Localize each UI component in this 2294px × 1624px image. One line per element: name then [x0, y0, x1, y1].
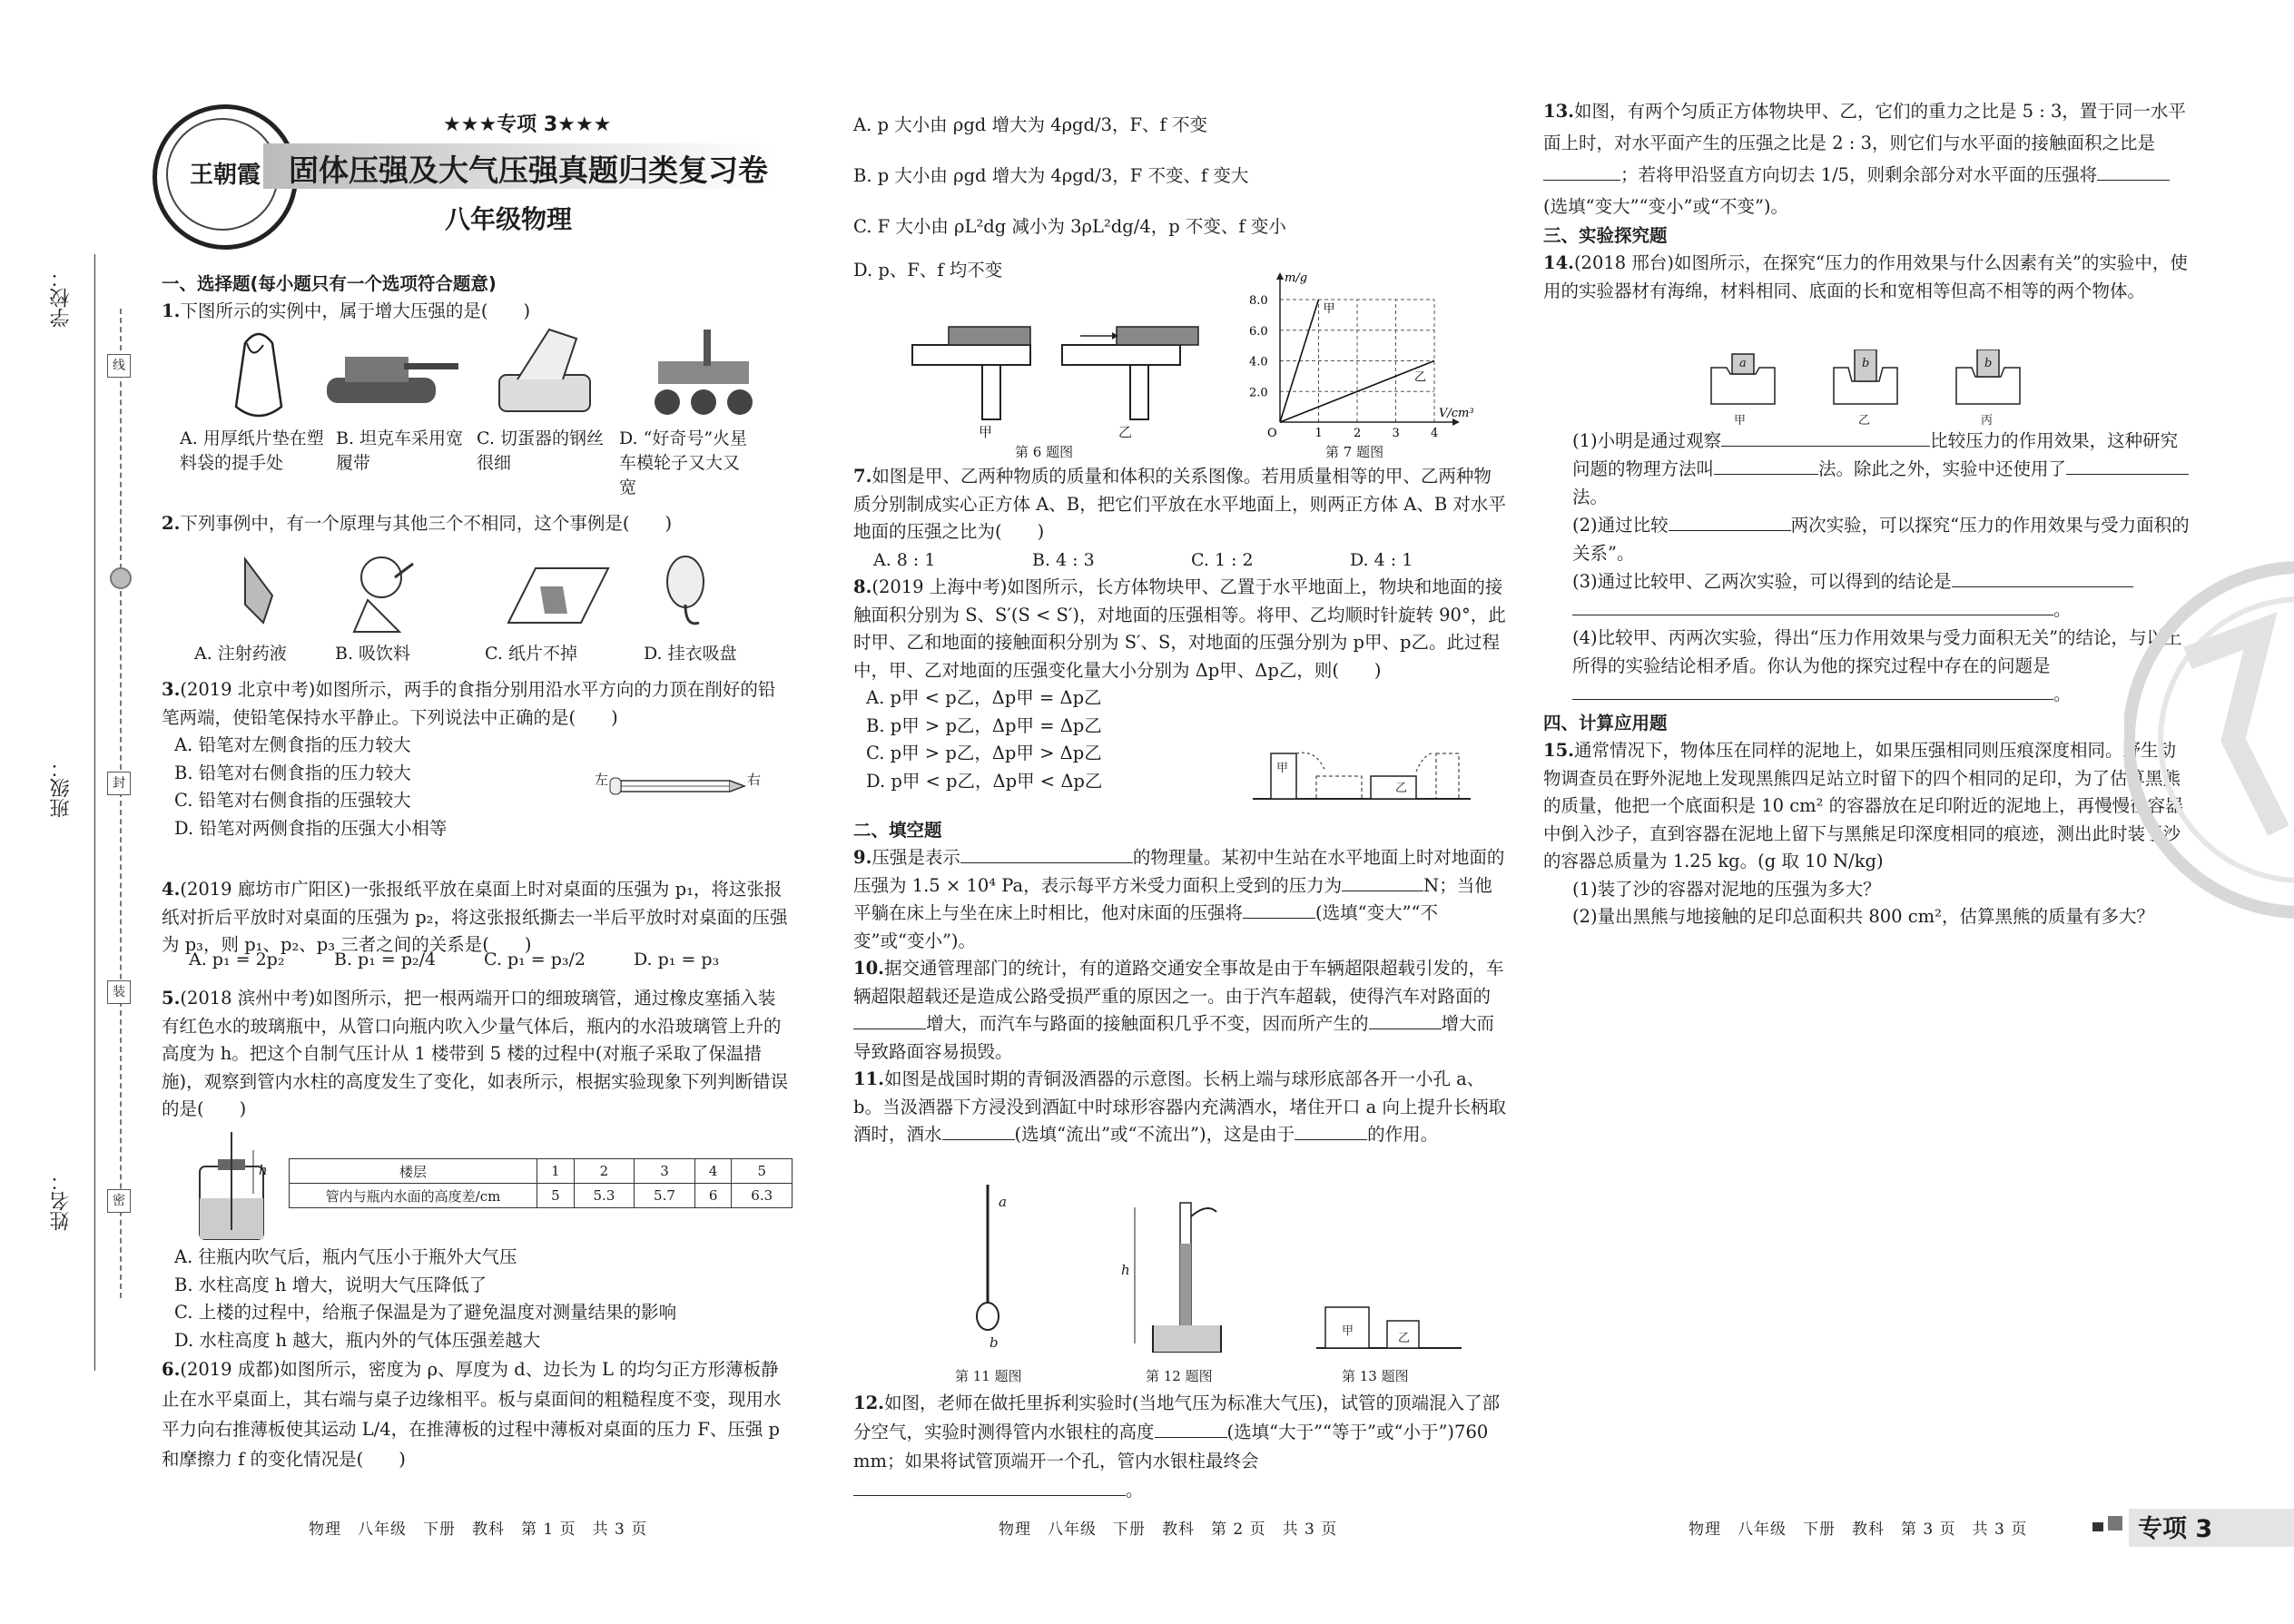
fig12-label-h: h: [1121, 1262, 1130, 1278]
question-4: 4.(2019 廊坊市广阳区)一张报纸平放在桌面上时对桌面的压强为 p₁，将这张报纸对折后平放时对桌面的压强为 p₂，将这张报纸撕去一半后平放时对桌面的压强为 p₃，则 p₁、p₂、p₃ 三者之间的关系是( ): [162, 879, 788, 955]
q6-option-c: C. F 大小由 ρL²dg 减小为 3ρL²dg/4，p 不变、f 变小: [853, 216, 1286, 237]
fig13-caption: 第 13 题图: [1342, 1368, 1409, 1384]
q3-option-a: A. 铅笔对左侧食指的压力较大: [174, 734, 411, 755]
fig12-torricelli: [1117, 1198, 1253, 1353]
seal-mark-3: 装: [107, 980, 131, 1004]
q8-option-c: C. p甲 > p乙，Δp甲 > Δp乙: [866, 743, 1102, 763]
q3-option-d: D. 铅笔对两侧食指的压强大小相等: [174, 817, 448, 839]
q11-blank-1[interactable]: [942, 1121, 1015, 1140]
y-tick-label: 2.0: [1249, 386, 1268, 400]
fig14-label-a: 甲: [1734, 414, 1747, 428]
q14-blank-3[interactable]: [2066, 456, 2189, 475]
school-label: 学校：: [50, 268, 73, 328]
seal-dashed-line: [120, 309, 122, 1298]
q14-blank-5[interactable]: [1952, 568, 2133, 587]
q10-blank-2[interactable]: [1369, 1010, 1442, 1029]
class-label: 班级：: [50, 758, 73, 818]
q14-blank-7[interactable]: [1572, 681, 2053, 700]
syringe-icon: [245, 559, 272, 623]
fig7-graph: [1244, 272, 1480, 445]
pencil-left-label: 左: [595, 772, 609, 788]
question-14: 14.(2018 邢台)如图所示，在探究“压力的作用效果与什么因素有关”的实验中，使用的实验器材有海绵，材料相同、底面的长和宽相等但高不相等的两个物体。: [1543, 252, 2188, 301]
question-1: 1.下图所示的实例中，属于增大压强的是( ): [162, 300, 531, 321]
y-axis-arrow: [1276, 272, 1284, 280]
fig6-label-a: 甲: [979, 424, 993, 440]
question-13: 13.如图，有两个匀质正方体物块甲、乙，它们的重力之比是 5 : 3，置于同一水平面上时，对水平面产生的压强之比是 2 : 3，则它们与水平面的接触面积之比是；若将甲沿竖直方向切去 1/5，则剩余部分对水平面的压强将(选填“变大”“变小”或“不变”)。: [1543, 101, 2186, 217]
fig12-caption: 第 12 题图: [1146, 1368, 1213, 1384]
q14-part-3: (3)通过比较甲、乙两次实验，可以得到的结论是 。: [1572, 567, 2192, 624]
q13-blank-1[interactable]: [1543, 162, 1620, 181]
q2-figures: [227, 550, 772, 636]
badge-label: 专项 3: [2138, 1515, 2213, 1543]
paper-card-icon: [508, 568, 608, 623]
girl-drinking-icon: [354, 557, 413, 632]
y-axis-label: m/g: [1285, 272, 1308, 285]
tank-icon: [327, 357, 458, 403]
q5-table: 楼层 1 2 3 4 5 管内与瓶内水面的高度差/cm 5 5.3 5.7 6 6.3: [289, 1158, 793, 1208]
q10-blank-1[interactable]: [853, 1010, 926, 1029]
y-tick-label: 4.0: [1249, 355, 1268, 369]
section-calc: 四、计算应用题: [1543, 713, 1668, 733]
fig14-label-b: 乙: [1858, 414, 1871, 428]
q5-option-d: D. 水柱高度 h 越大，瓶内外的气体压强差越大: [174, 1329, 541, 1351]
section-choice: 一、选择题(每小题只有一个选项符合题意): [162, 273, 497, 294]
q14-part-2: (2)通过比较 两次实验，可以探究“压力的作用效果与受力面积的关系”。: [1572, 511, 2192, 567]
q8-option-d: D. p甲 < p乙，Δp甲 < Δp乙: [866, 770, 1103, 792]
suction-cup-hook-icon: [667, 556, 704, 624]
seal-mark-4: 密: [107, 1189, 131, 1213]
fig14-label-c: 丙: [1981, 414, 1994, 428]
section-experiment: 三、实验探究题: [1543, 225, 1668, 246]
q11-blank-2[interactable]: [1295, 1121, 1367, 1140]
q1-figures: [227, 325, 790, 425]
q14-blank-6[interactable]: [1572, 596, 2053, 615]
binding-line: [94, 254, 95, 1371]
binding-hole-icon: [110, 567, 132, 589]
q13-blank-2[interactable]: [2097, 162, 2170, 181]
fig14-sponges: [1707, 349, 2043, 408]
fig14-block-c: b: [1984, 357, 1993, 370]
plastic-bag-icon: [236, 334, 281, 416]
q5-option-c: C. 上楼的过程中，给瓶子保温是为了避免温度对测量结果的影响: [174, 1302, 677, 1323]
footer-page-1: 物理 八年级 下册 教科 第 1 页 共 3 页: [309, 1521, 648, 1539]
q12-blank-1[interactable]: [1155, 1419, 1227, 1438]
question-3: 3.(2019 北京中考)如图所示，两手的食指分别用沿水平方向的力顶在削好的铅笔两端，使铅笔保持水平静止。下列说法中正确的是( ): [162, 679, 776, 728]
q15-part-1: (1)装了沙的容器对泥地的压强为多大？: [1572, 878, 1881, 900]
q7-options: A. 8 : 1 B. 4 : 3 C. 1 : 2 D. 4 : 1: [873, 550, 1413, 570]
name-label: 姓名：: [50, 1171, 73, 1231]
seal-mark-2: 封: [107, 772, 131, 795]
section-fill: 二、填空题: [853, 820, 942, 841]
x-axis-label: V/cm³: [1439, 407, 1474, 420]
question-11: 11.如图是战国时期的青铜汲酒器的示意图。长柄上端与球形底部各开一小孔 a、b。当汲酒器下方浸没到酒缸中时球形容器内充满酒水，堵住开口 a 向上提升长柄取酒时，酒水 (选填“流出”或“不流出”)，这是由于 的作用。: [853, 1068, 1507, 1145]
pencil-icon: [608, 773, 753, 801]
fig13-label-a: 甲: [1342, 1324, 1354, 1338]
fig14-block-b: b: [1862, 357, 1870, 370]
bottle-h-label: h: [259, 1162, 268, 1178]
q14-blank-2[interactable]: [1714, 456, 1818, 475]
footer-page-3: 物理 八年级 下册 教科 第 3 页 共 3 页: [1689, 1521, 2028, 1539]
question-8: 8.(2019 上海中考)如图所示，长方体物块甲、乙置于水平地面上，物块和地面的接触面积分别为 S、S′(S < S′)，对地面的压强相等。将甲、乙均顺时针旋转 90°，此时甲、乙和地面的接触面积分别为 S′、S，对地面的压强分别为 p甲、p乙。此过程中，甲、乙对地面的压强变化量大小分别为 Δp甲、Δp乙，则( ): [853, 576, 1506, 681]
x-tick-label: 3: [1392, 427, 1400, 440]
q14-blank-1[interactable]: [1721, 428, 1930, 447]
q6-option-b: B. p 大小由 ρgd 增大为 4ρgd/3，F 不变、f 变大: [853, 165, 1249, 186]
fig7-caption: 第 7 题图: [1325, 444, 1384, 460]
question-2: 2.下列事例中，有一个原理与其他三个不相同，这个事例是( ): [162, 513, 673, 534]
q8-option-b: B. p甲 > p乙，Δp甲 = Δp乙: [866, 714, 1102, 736]
pencil-right-label: 右: [747, 772, 762, 788]
question-15: 15.通常情况下，物体压在同样的泥地上，如果压强相同则压痕深度相同。野生动物调查员在野外泥地上发现黑熊四足站立时留下的四个相同的足印，为了估算黑熊的质量，他把一个底面积是 10 cm² 的容器放在足印附近的泥地上，再慢慢往容器中倒入沙子，直到容器在泥地上留下与黑熊足印深度相同的痕迹，测出此时装了沙的容器总质量为 1.25 kg。(g 取 10 N/kg): [1543, 740, 2183, 871]
fig6-board-diagram: [908, 322, 1207, 422]
fig6-caption: 第 6 题图: [1015, 444, 1074, 460]
q5-option-b: B. 水柱高度 h 增大，说明大气压降低了: [174, 1274, 487, 1295]
x-tick-label: 4: [1431, 427, 1439, 440]
fig6-label-b: 乙: [1118, 424, 1133, 440]
q5-option-a: A. 往瓶内吹气后，瓶内气压小于瓶外大气压: [174, 1246, 517, 1267]
fig13-label-b: 乙: [1398, 1332, 1411, 1345]
q4-options: A. p₁ = 2p₂ B. p₁ = p₂/4 C. p₁ = p₃/2 D. p₁ = p₃: [189, 950, 720, 969]
q14-blank-4[interactable]: [1669, 512, 1791, 531]
series-label-1: 乙: [1414, 370, 1427, 385]
q2-options: A. 注射药液 B. 吸饮料 C. 纸片不掉 D. 挂衣吸盘: [194, 644, 737, 664]
fig11-caption: 第 11 题图: [955, 1368, 1022, 1384]
series-label-0: 甲: [1323, 302, 1335, 316]
footer-page-2: 物理 八年级 下册 教科 第 2 页 共 3 页: [999, 1521, 1338, 1539]
question-10: 10.据交通管理部门的统计，有的道路交通安全事故是由于车辆超限超载引发的，车辆超限超载还是造成公路受损严重的原因之一。由于汽车超载，使得汽车对路面的增大，而汽车与路面的接触面积几乎不变，因而所产生的 增大而导致路面容易损毁。: [853, 958, 1504, 1062]
question-5: 5.(2018 滨州中考)如图所示，把一根两端开口的细玻璃管，通过橡皮塞插入装有红色水的玻璃瓶中，从管口向瓶内吹入少量气体后，瓶内的水沿玻璃管上升的高度为 h。把这个自制气压计从 1 楼带到 5 楼的过程中(对瓶子采取了保温措施)，观察到管内水柱的高度发生了变化，如表所示，根据实验现象下列判断错误的是( ): [162, 988, 789, 1119]
x-tick-label: 1: [1314, 427, 1323, 440]
q3-option-c: C. 铅笔对右侧食指的压强较大: [174, 790, 411, 811]
q9-blank-1[interactable]: [960, 844, 1133, 863]
question-6: 6.(2019 成都)如图所示，密度为 ρ、厚度为 d、边长为 L 的均匀正方形薄板静止在水平桌面上，其右端与桌子边缘相平。板与桌面间的粗糙程度不变，现用水平力向右推薄板使其运动 L/4，在推薄板的过程中薄板对桌面的压力 F、压强 p 和摩擦力 f 的变化情况是( ): [162, 1359, 782, 1470]
y-tick-label: 8.0: [1249, 294, 1268, 308]
q8-option-a: A. p甲 < p乙，Δp甲 = Δp乙: [866, 687, 1102, 708]
q6-option-a: A. p 大小由 ρgd 增大为 4ρgd/3，F、f 不变: [853, 114, 1207, 135]
section-tag: ★★★专项 3★★★: [443, 113, 612, 136]
q9-blank-2[interactable]: [1342, 872, 1423, 891]
fig8-label-a: 甲: [1276, 762, 1289, 775]
fig8-label-b: 乙: [1395, 782, 1408, 795]
badge-decor-icon: [2108, 1516, 2122, 1530]
egg-cutter-icon: [499, 330, 590, 411]
x-tick-label: 2: [1354, 427, 1362, 440]
question-7: 7.如图是甲、乙两种物质的质量和体积的关系图像。若用质量相等的甲、乙两种物质分别制成实心正方体 A、B，把它们平放在水平地面上，则两正方体 A、B 对水平地面的压强之比为( ): [853, 466, 1506, 542]
barometer-bottle-icon: [186, 1130, 286, 1244]
q14-part-1: (1)小明是通过观察 比较压力的作用效果，这种研究问题的物理方法叫 法。除此之外，实验中还使用了法。: [1572, 427, 2192, 511]
mars-rover-icon: [655, 330, 753, 415]
seal-mark-1: 线: [107, 354, 131, 378]
origin-label: O: [1267, 427, 1277, 440]
page-subtitle: 八年级物理: [445, 204, 573, 234]
logo-text: 王朝霞: [189, 162, 261, 189]
fig11-label-b: b: [989, 1334, 999, 1351]
y-tick-label: 6.0: [1249, 324, 1268, 339]
q6-option-d: D. p、F、f 均不变: [853, 260, 1003, 281]
fig14-block-a: a: [1739, 357, 1747, 370]
fig11-wine-ladle: [962, 1180, 1017, 1353]
badge-decor-icon: [2092, 1522, 2103, 1531]
page-title: 固体压强及大气压强真题归类复习卷: [289, 153, 768, 188]
q1-options: A. 用厚纸片垫在塑料袋的提手处 B. 坦克车采用宽履带 C. 切蛋器的钢丝很细 D. “好奇号”火星车模轮子又大又宽: [180, 428, 748, 497]
fig11-label-a: a: [999, 1194, 1007, 1210]
watermark-seal-icon: [2124, 558, 2294, 985]
fig13-blocks: [1316, 1298, 1462, 1353]
q9-blank-3[interactable]: [1243, 900, 1315, 919]
question-9: 9.压强是表示 的物理量。某初中生站在水平地面上时对地面的压强为 1.5 × 10⁴ Pa，表示每平方米受力面积上受到的压力为 N；当他平躺在床上与坐在床上时相比，他对床面的压强将 (选填“变大”“不变”或“变小”)。: [853, 844, 1507, 955]
q12-blank-2[interactable]: [853, 1477, 1126, 1496]
q14-part-4: (4)比较甲、丙两次实验，得出“压力作用效果与受力面积无关”的结论，与以上所得的实验结论相矛盾。你认为他的探究过程中存在的问题是。: [1572, 627, 2182, 704]
q15-part-2: (2)量出黑熊与地接触的足印总面积共 800 cm²，估算黑熊的质量有多大？: [1572, 906, 2154, 927]
q3-option-b: B. 铅笔对右侧食指的压力较大: [174, 762, 411, 783]
question-12: 12.如图，老师在做托里拆利实验时(当地气压为标准大气压)，试管的顶端混入了部分空气，实验时测得管内水银柱的高度 (选填“大于”“等于”或“小于”)760 mm；如果将试管顶端开一个孔，管内水银柱最终会。: [853, 1393, 1501, 1501]
